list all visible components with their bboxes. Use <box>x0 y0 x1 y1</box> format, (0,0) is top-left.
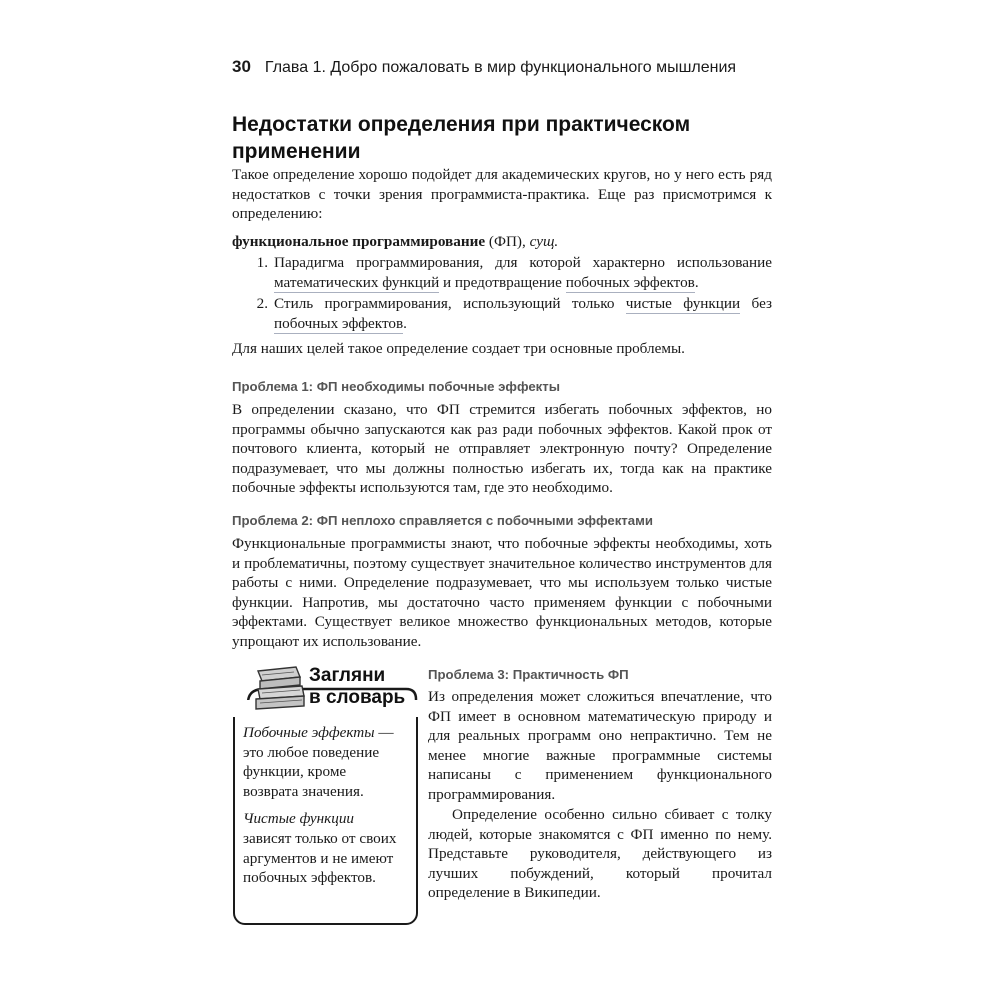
glossary-link-pure-functions: чистые функции <box>625 295 741 313</box>
glossary-definition: зависят только от своих аргументов и не имеют побочных эффектов. <box>243 829 397 887</box>
glossary-link-side-effects: побочных эффектов <box>274 314 404 332</box>
definition-term <box>232 233 558 251</box>
sidebar-title <box>309 665 405 709</box>
list-text: и предотвращение <box>439 273 566 291</box>
glossary-link-math-functions: математических функций <box>274 273 440 291</box>
section-title-line2: применении <box>232 140 361 163</box>
books-stack-icon <box>256 667 304 709</box>
glossary-definition: — это любое поведение функции, кроме возврата значения. <box>243 724 394 800</box>
list-text: . <box>403 314 407 332</box>
term-bold: функциональное программирование <box>232 233 486 250</box>
summary-paragraph: Для наших целей такое определение создает три основные проблемы. <box>232 340 685 357</box>
sidebar-title-line2: в словарь <box>309 687 406 708</box>
list-text: Стиль программирования, использующий только <box>274 295 626 313</box>
problem2-heading: Проблема 2: ФП неплохо справляется с побочными эффектами <box>232 513 653 528</box>
chapter-title: Глава 1. Добро пожаловать в мир функционального мышления <box>264 59 737 76</box>
section-title <box>232 111 712 165</box>
problem3-heading: Проблема 3: Практичность ФП <box>428 667 629 682</box>
list-text: Парадигма программирования, для которой характерно использование <box>274 254 772 271</box>
glossary-entry-side-effects <box>243 723 398 801</box>
section-title-line1: Недостатки определения при практическом <box>232 113 691 136</box>
problem1-text: В определении сказано, что ФП стремится избегать побочных эффектов, но программы обычно запускаются как раз ради побочных эффектов. Какой прок от почтового клиента, который не отправляет электронную почту? Определение подразумевает, что мы должны полностью избегать их, тогда как на практике побочные эффекты используются там, где это необходимо. <box>232 401 772 497</box>
glossary-entry-pure-functions <box>243 809 398 887</box>
list-item <box>232 294 772 333</box>
glossary-term: Побочные эффекты <box>243 724 375 741</box>
page-number: 30 <box>232 57 251 76</box>
list-text: . <box>694 273 699 291</box>
list-text: без <box>740 295 772 313</box>
term-abbr: (ФП), <box>485 233 530 250</box>
list-number: 1. <box>256 254 268 271</box>
problem3-text1: Из определения может сложиться впечатление, что ФП имеет в основном математическую природу и для реальных программ оно непрактично. Тем не менее многие важные программные системы написаны с применением функционального программирования. <box>428 688 772 803</box>
intro-paragraph: Такое определение хорошо подойдет для академических кругов, но у него есть ряд недостатков с точки зрения программиста-практика. Еще раз присмотримся к определению: <box>232 166 772 223</box>
problem1-heading: Проблема 1: ФП необходимы побочные эффекты <box>232 379 560 394</box>
problem2-text: Функциональные программисты знают, что побочные эффекты необходимы, хоть и проблематичны, поэтому существует значительное количество инструментов для работы с ними. Определение подразумевает, что мы используем только чистые функции. Напротив, мы достаточно часто применяем функции с побочными эффектами. Существует великое множество функциональных методов, которые упрощают их использование. <box>232 535 772 650</box>
glossary-term: Чистые функции <box>243 810 355 828</box>
term-pos: сущ. <box>529 233 559 250</box>
list-item <box>232 253 772 292</box>
running-header <box>232 57 736 77</box>
sidebar-title-line1: Загляни <box>309 665 386 686</box>
definition-list <box>232 253 772 335</box>
list-number: 2. <box>256 295 268 313</box>
problem3-text2: Определение особенно сильно сбивает с толку людей, которые знакомятся с ФП именно по нему. Представьте руководителя, действующего из лучших побуждений, который прочитал определение в Википедии. <box>428 806 772 902</box>
glossary-link-side-effects: побочных эффектов <box>565 273 695 291</box>
glossary-sidebar <box>233 700 418 925</box>
